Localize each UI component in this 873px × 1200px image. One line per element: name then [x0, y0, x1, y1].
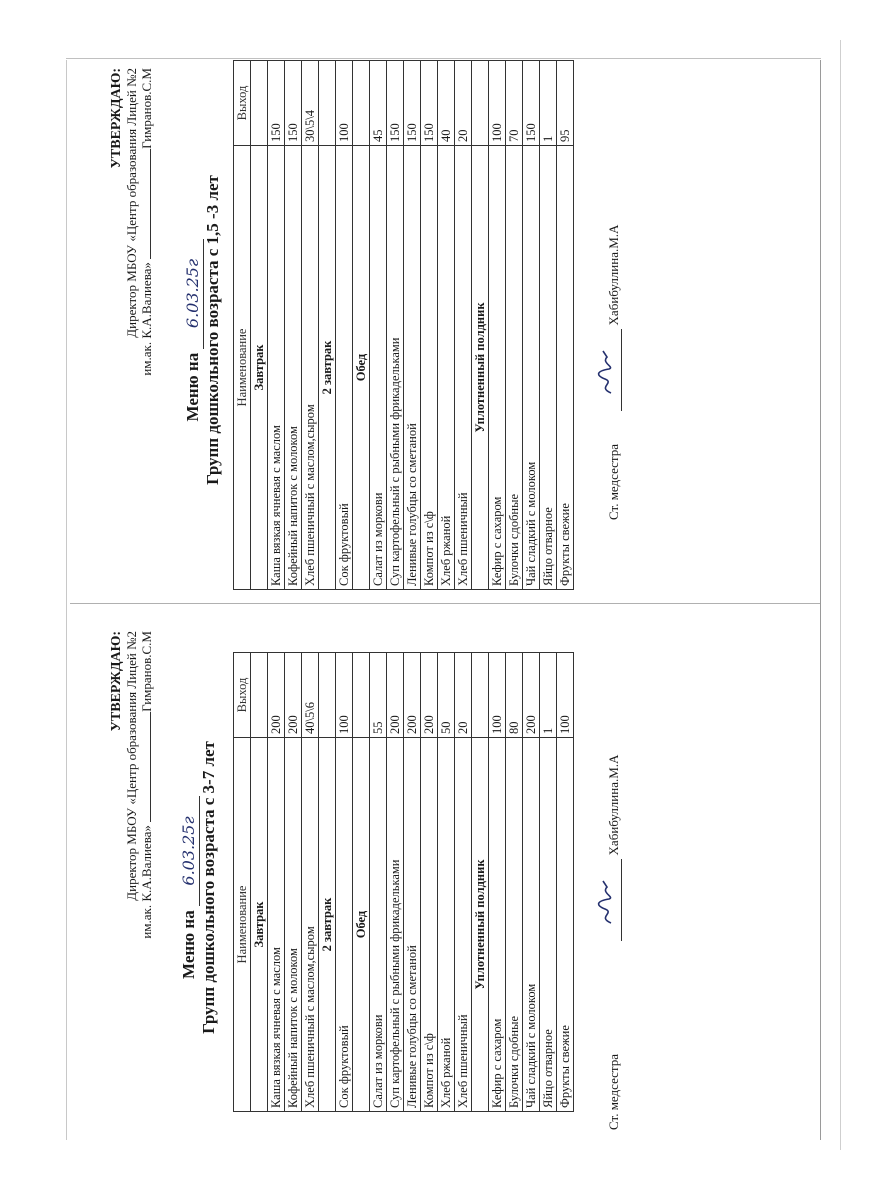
- table-section-row: [353, 61, 370, 590]
- footer-name: Хабибуллина.М.А: [606, 224, 621, 326]
- dish-name: Каша вязкая ячневая с маслом: [268, 738, 285, 1112]
- header-output: Выход: [234, 61, 251, 146]
- table-row: [557, 653, 574, 1112]
- table-row: [421, 61, 438, 590]
- scan-border-top: [66, 58, 821, 59]
- table-row: [506, 653, 523, 1112]
- dish-name: Компот из с\ф: [421, 738, 438, 1112]
- menu-heading: [183, 60, 204, 600]
- dish-output: 30\5\4: [302, 61, 319, 146]
- table-row: [557, 61, 574, 590]
- dish-output: 40\5\6: [302, 653, 319, 738]
- table-row: [404, 61, 421, 590]
- dish-output: [353, 61, 370, 146]
- dish-output: 70: [506, 61, 523, 146]
- dish-output: 1: [540, 61, 557, 146]
- table-row: [523, 653, 540, 1112]
- dish-output: 200: [285, 653, 302, 738]
- dish-output: 100: [336, 61, 353, 146]
- approval-signature-line: [139, 631, 154, 991]
- table-section-row: [353, 653, 370, 1112]
- dish-name: Чай сладкий с молоком: [523, 146, 540, 590]
- dish-name: Хлеб пшеничный с маслом,сыром: [302, 146, 319, 590]
- menu-sheet-1-5-3: [105, 60, 621, 600]
- table-row: [523, 61, 540, 590]
- footer-signature: [605, 225, 622, 520]
- footer-role: Ст. медсестра: [606, 1053, 621, 1130]
- group-title: Групп дошкольного возраста с 3-7 лет: [199, 741, 218, 1034]
- table-row: [540, 653, 557, 1112]
- approval-title: УТВЕРЖДАЮ:: [109, 68, 124, 169]
- menu-prefix: Меню на: [183, 352, 202, 422]
- table-row: [268, 653, 285, 1112]
- table-row: [336, 61, 353, 590]
- header-name: Наименование: [234, 146, 251, 590]
- dish-name: Яйцо отварное: [540, 146, 557, 590]
- approval-org-suffix: им.ак. К.А.Валиева»: [139, 262, 154, 376]
- footer-role: Ст. медсестра: [606, 443, 621, 520]
- table-row: [540, 61, 557, 590]
- dish-output: 20: [455, 61, 472, 146]
- menu-date-handwritten: 6.03.25г: [183, 239, 204, 349]
- dish-output: 150: [268, 61, 285, 146]
- dish-name: Ленивые голубцы со сметаной: [404, 738, 421, 1112]
- table-row: [455, 61, 472, 590]
- menu-table: [233, 652, 574, 1112]
- dish-output: 150: [523, 61, 540, 146]
- table-row: [506, 61, 523, 590]
- approval-director-line: Директор МБОУ «Центр образования Лицей №2: [124, 631, 139, 901]
- dish-output: 150: [285, 61, 302, 146]
- approval-signature-blank: [140, 712, 151, 822]
- dish-name: Хлеб ржаной: [438, 146, 455, 590]
- dish-name: Кофейный напиток с молоком: [285, 146, 302, 590]
- dish-output: 20: [455, 653, 472, 738]
- dish-output: 100: [336, 653, 353, 738]
- menu-date-handwritten: 6.03.25г: [179, 796, 200, 906]
- table-row: [370, 61, 387, 590]
- dish-output: 200: [268, 653, 285, 738]
- dish-name: Хлеб пшеничный: [455, 146, 472, 590]
- dish-output: [319, 61, 336, 146]
- table-row: [387, 61, 404, 590]
- dish-output: 200: [404, 653, 421, 738]
- meal-section-label: Уплотненный полдник: [472, 738, 489, 1112]
- dish-name: Чай сладкий с молоком: [523, 738, 540, 1112]
- dish-output: [251, 61, 268, 146]
- dish-name: Фрукты свежие: [557, 146, 574, 590]
- approval-block: [109, 631, 154, 991]
- meal-section-label: Обед: [353, 738, 370, 1112]
- sheet-divider: [70, 603, 820, 604]
- approval-signature-blank: [140, 149, 151, 259]
- dish-name: Суп картофельный с рыбными фрикадельками: [387, 738, 404, 1112]
- scan-border-right: [820, 60, 821, 1140]
- table-row: [268, 61, 285, 590]
- scan-noise-edge: [840, 40, 841, 1150]
- table-row: [438, 653, 455, 1112]
- dish-output: [319, 653, 336, 738]
- dish-name: Компот из с\ф: [421, 146, 438, 590]
- dish-output: 40: [438, 61, 455, 146]
- dish-output: [353, 653, 370, 738]
- footer-name: Хабибуллина.М.А: [606, 754, 621, 856]
- table-section-row: [472, 653, 489, 1112]
- menu-sheet-3-7: [105, 605, 675, 1170]
- menu-table: [233, 60, 574, 590]
- dish-output: 200: [421, 653, 438, 738]
- dish-output: 50: [438, 653, 455, 738]
- scan-border-left: [66, 60, 67, 1140]
- table-row: [370, 653, 387, 1112]
- meal-section-label: Уплотненный полдник: [472, 146, 489, 590]
- approval-director-line: Директор МБОУ «Центр образования Лицей №2: [124, 68, 139, 338]
- dish-output: 100: [557, 653, 574, 738]
- dish-name: Ленивые голубцы со сметаной: [404, 146, 421, 590]
- approval-director-name: Гимранов.С.М: [139, 631, 154, 712]
- dish-output: 150: [387, 61, 404, 146]
- header-name: Наименование: [234, 738, 251, 1112]
- dish-output: 80: [506, 653, 523, 738]
- dish-name: Кефир с сахаром: [489, 738, 506, 1112]
- approval-title: УТВЕРЖДАЮ:: [109, 631, 124, 732]
- meal-section-label: 2 завтрак: [319, 146, 336, 590]
- dish-output: 95: [557, 61, 574, 146]
- dish-name: Фрукты свежие: [557, 738, 574, 1112]
- dish-output: 150: [421, 61, 438, 146]
- dish-name: Кофейный напиток с молоком: [285, 738, 302, 1112]
- handwritten-signature: [605, 859, 622, 941]
- dish-output: [472, 653, 489, 738]
- handwritten-signature: [605, 329, 622, 411]
- dish-name: Яйцо отварное: [540, 738, 557, 1112]
- table-row: [336, 653, 353, 1112]
- dish-name: Булочки сдобные: [506, 146, 523, 590]
- dish-output: 100: [489, 653, 506, 738]
- dish-name: Хлеб пшеничный с маслом,сыром: [302, 738, 319, 1112]
- footer-signature: [605, 755, 622, 1130]
- meal-section-label: 2 завтрак: [319, 738, 336, 1112]
- dish-name: Сок фруктовый: [336, 738, 353, 1112]
- table-row: [404, 653, 421, 1112]
- menu-prefix: Меню на: [179, 910, 198, 979]
- dish-output: 150: [404, 61, 421, 146]
- meal-section-label: Обед: [353, 146, 370, 590]
- dish-name: Хлеб пшеничный: [455, 738, 472, 1112]
- dish-name: Кефир с сахаром: [489, 146, 506, 590]
- dish-name: Каша вязкая ячневая с маслом: [268, 146, 285, 590]
- dish-output: [251, 653, 268, 738]
- dish-name: Суп картофельный с рыбными фрикадельками: [387, 146, 404, 590]
- table-row: [387, 653, 404, 1112]
- dish-output: 55: [370, 653, 387, 738]
- table-row: [302, 61, 319, 590]
- approval-director-name: Гимранов.С.М: [139, 68, 154, 149]
- table-header-row: [234, 653, 251, 1112]
- table-row: [438, 61, 455, 590]
- meal-section-label: Завтрак: [251, 146, 268, 590]
- table-section-row: [251, 653, 268, 1112]
- table-row: [285, 61, 302, 590]
- approval-signature-line: [139, 68, 154, 428]
- table-row: [302, 653, 319, 1112]
- table-section-row: [319, 61, 336, 590]
- dish-output: 100: [489, 61, 506, 146]
- dish-name: Хлеб ржаной: [438, 738, 455, 1112]
- table-section-row: [472, 61, 489, 590]
- header-output: Выход: [234, 653, 251, 738]
- dish-output: 200: [523, 653, 540, 738]
- table-section-row: [251, 61, 268, 590]
- dish-name: Салат из моркови: [370, 738, 387, 1112]
- dish-name: Булочки сдобные: [506, 738, 523, 1112]
- dish-output: 45: [370, 61, 387, 146]
- menu-heading: [179, 605, 200, 1170]
- dish-name: Салат из моркови: [370, 146, 387, 590]
- dish-output: 1: [540, 653, 557, 738]
- approval-org-suffix: им.ак. К.А.Валиева»: [139, 825, 154, 939]
- table-header-row: [234, 61, 251, 590]
- group-title: Групп дошкольного возраста с 1,5 -3 лет: [203, 175, 222, 485]
- table-row: [285, 653, 302, 1112]
- approval-block: [109, 68, 154, 428]
- dish-name: Сок фруктовый: [336, 146, 353, 590]
- dish-output: 200: [387, 653, 404, 738]
- meal-section-label: Завтрак: [251, 738, 268, 1112]
- table-section-row: [319, 653, 336, 1112]
- table-row: [455, 653, 472, 1112]
- dish-output: [472, 61, 489, 146]
- table-row: [421, 653, 438, 1112]
- table-row: [489, 61, 506, 590]
- table-row: [489, 653, 506, 1112]
